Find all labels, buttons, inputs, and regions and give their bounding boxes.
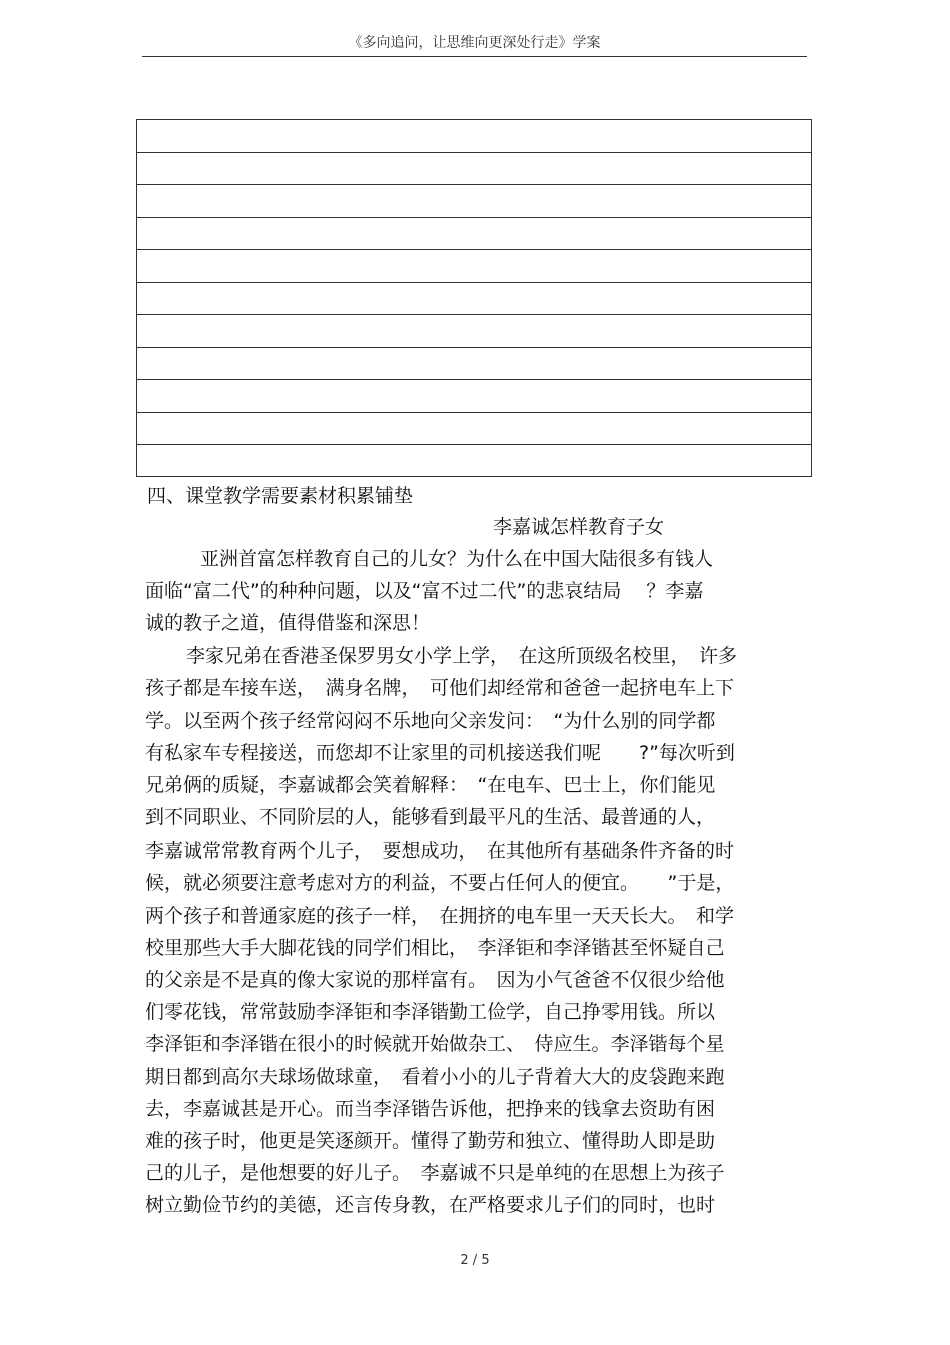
section-heading: 四、课堂教学需要素材积累铺垫	[147, 485, 414, 507]
article-text-line: 李泽钜和李泽锴在很小的时候就开始做杂工、 侍应生。李泽锴每个星	[145, 1033, 725, 1055]
page-number: 2 / 5	[460, 1253, 490, 1268]
writing-line	[137, 315, 811, 348]
writing-line	[137, 380, 811, 413]
article-text-line: 学。以至两个孩子经常闷闷不乐地向父亲发问： “为什么别的同学都	[145, 710, 716, 732]
article-text-line: 两个孩子和普通家庭的孩子一样， 在拥挤的电车里一天天长大。 和学	[145, 905, 735, 927]
article-text-line: 们零花钱，常常鼓励李泽钜和李泽锴勤工俭学，自己挣零用钱。所以	[145, 1001, 716, 1023]
article-text-line: 的父亲是不是真的像大家说的那样富有。 因为小气爸爸不仅很少给他	[145, 969, 725, 991]
article-text-line: 有私家车专程接送，而您却不让家里的司机接送我们呢 ?”每次听到	[145, 742, 735, 764]
writing-line	[137, 445, 811, 478]
writing-line	[137, 413, 811, 446]
writing-line	[137, 153, 811, 186]
header-divider	[142, 56, 807, 57]
writing-line	[137, 250, 811, 283]
writing-line	[137, 185, 811, 218]
article-text-line: 己的儿子，是他想要的好儿子。 李嘉诚不只是单纯的在思想上为孩子	[145, 1162, 725, 1184]
article-text-line: 期日都到高尔夫球场做球童， 看着小小的儿子背着大大的皮袋跑来跑	[145, 1066, 725, 1088]
article-text-line: 兄弟俩的质疑，李嘉诚都会笑着解释： “在电车、巴士上，你们能见	[145, 774, 716, 796]
writing-line	[137, 218, 811, 251]
article-title: 李嘉诚怎样教育子女	[493, 516, 665, 538]
article-text-line: 校里那些大手大脚花钱的同学们相比， 李泽钜和李泽锴甚至怀疑自己	[145, 937, 725, 959]
writing-line	[137, 348, 811, 381]
article-text-line: 孩子都是车接车送， 满身名牌， 可他们却经常和爸爸一起挤电车上下	[145, 677, 735, 699]
article-text-line: 到不同职业、不同阶层的人，能够看到最平凡的生活、最普通的人，	[145, 806, 716, 828]
article-text-line: 李嘉诚常常教育两个儿子， 要想成功， 在其他所有基础条件齐备的时	[145, 840, 735, 862]
article-text-line: 树立勤俭节约的美德，还言传身教，在严格要求儿子们的同时，也时	[145, 1194, 716, 1216]
article-text-line: 李家兄弟在香港圣保罗男女小学上学， 在这所顶级名校里， 许多	[186, 645, 738, 667]
article-text-line: 候，就必须要注意考虑对方的利益，不要占任何人的便宜。 ”于是，	[145, 872, 735, 894]
document-header-title: 《多向追问，让思维向更深处行走》学案	[348, 35, 601, 51]
answer-writing-box	[136, 119, 812, 477]
article-text-line: 面临“富二代”的种种问题，以及“富不过二代”的悲哀结局 ？李嘉	[145, 580, 704, 602]
article-text-line: 难的孩子时，他更是笑逐颜开。懂得了勤劳和独立、懂得助人即是助	[145, 1130, 716, 1152]
article-text-line: 诚的教子之道，值得借鉴和深思！	[145, 612, 431, 634]
article-text-line: 亚洲首富怎样教育自己的儿女？为什么在中国大陆很多有钱人	[200, 548, 714, 570]
writing-line	[137, 120, 811, 153]
writing-line	[137, 283, 811, 316]
article-text-line: 去，李嘉诚甚是开心。而当李泽锴告诉他，把挣来的钱拿去资助有困	[145, 1098, 716, 1120]
